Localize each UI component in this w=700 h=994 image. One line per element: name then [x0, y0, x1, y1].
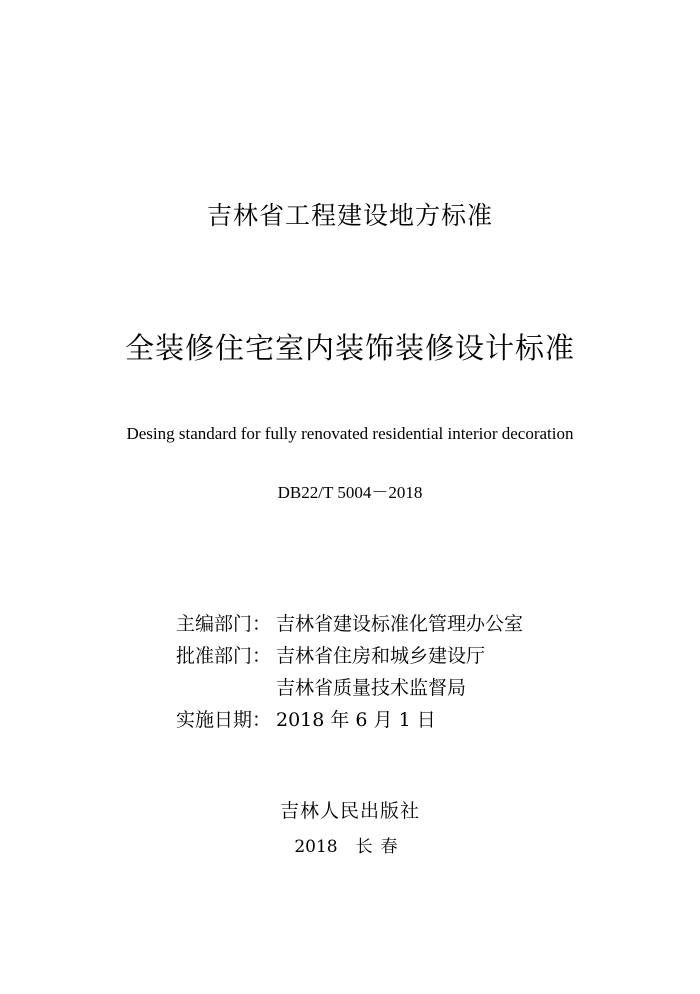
editor-row: [176, 608, 523, 640]
approver-label: 批准部门：: [176, 645, 272, 667]
effective-label: 实施日期：: [176, 709, 272, 731]
editor-value: 吉林省建设标准化管理办公室: [276, 613, 524, 635]
approver-value-1: 吉林省住房和城乡建设厅: [276, 645, 486, 667]
main-title: 全装修住宅室内装饰装修设计标准: [124, 331, 575, 365]
effective-row: [176, 704, 523, 736]
publish-year: 2018: [294, 837, 338, 857]
series-title: 吉林省工程建设地方标准: [206, 201, 493, 230]
approver-value-2: 吉林省质量技术监督局: [276, 677, 467, 699]
publish-line: [0, 832, 700, 857]
approver-row-2: [176, 672, 523, 704]
english-title: Desing standard for fully renovated residential interior decoration: [126, 424, 574, 443]
editor-label: 主编部门：: [176, 613, 272, 635]
publish-city: 长春: [355, 837, 406, 857]
effective-value: 2018 年 6 月 1 日: [276, 709, 436, 731]
publisher: 吉林人民出版社: [279, 800, 420, 822]
standard-code: DB22/T 5004－2018: [277, 483, 423, 502]
approver-row: [176, 640, 523, 672]
approver-label-spacer: [176, 672, 276, 704]
info-block: [176, 608, 523, 736]
